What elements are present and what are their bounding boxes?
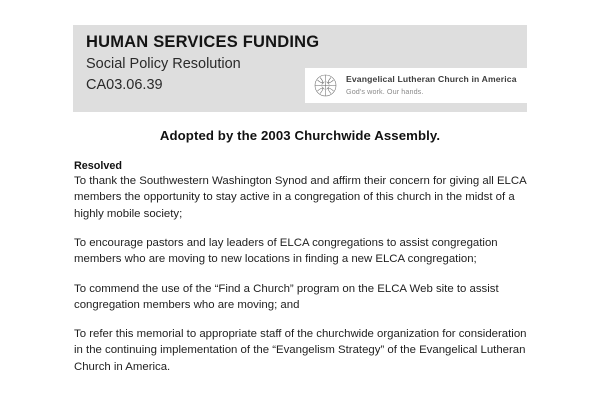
organization-name: Evangelical Lutheran Church in America xyxy=(346,74,517,85)
page-title: HUMAN SERVICES FUNDING xyxy=(86,33,320,51)
document-subtitle: Social Policy Resolution xyxy=(86,56,241,73)
resolution-clause: To commend the use of the “Find a Church” program on the ELCA Web site to assist congregation members who are moving; and xyxy=(74,282,499,311)
elca-celtic-cross-icon xyxy=(313,73,338,98)
header-text-block xyxy=(86,31,320,96)
resolution-clause: To thank the Southwestern Washington Synod and affirm their concern for giving all ELCA members the opportunity to stay active in a congregation of this church in the midst of a highly mobile society; xyxy=(74,175,527,220)
resolution-body xyxy=(74,159,530,375)
resolved-label: Resolved xyxy=(74,160,123,172)
organization-tagline: God's work. Our hands. xyxy=(346,86,424,96)
elca-wordmark xyxy=(346,75,517,96)
resolution-clause: To refer this memorial to appropriate staff of the churchwide organization for consideration in the continuing implementation of the “Evangelism Strategy” of the Evangelical Lutheran Church in America. xyxy=(74,328,527,373)
resolution-clause: To encourage pastors and lay leaders of ELCA congregations to assist congregation members who are moving to new locations in finding a new ELCA congregation; xyxy=(74,236,498,266)
adoption-statement: Adopted by the 2003 Churchwide Assembly. xyxy=(159,128,441,143)
document-number: CA03.06.39 xyxy=(86,77,163,94)
elca-logo-lockup xyxy=(305,68,527,103)
